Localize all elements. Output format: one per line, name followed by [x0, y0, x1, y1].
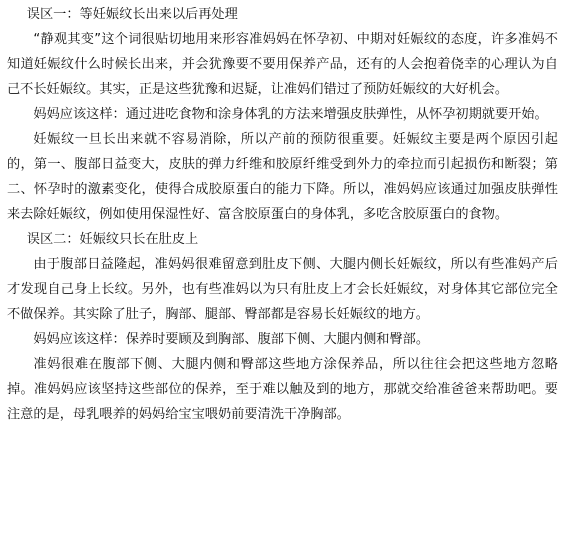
paragraph-myth-1-description: “静观其变”这个词很贴切地用来形容准妈妈在怀孕初、中期对妊娠纹的态度，许多准妈不知道妊娠纹什么时候长出来，并会犹豫要不要用保养产品，还有的人会抱着侥幸的心理认为自己不长妊娠纹。其实，正是这些犹豫和迟疑，让准妈们错过了预防妊娠纹的大好机会。 [7, 32, 558, 97]
paragraph-myth-2-advice: 妈妈应该这样：保养时要顾及到胸部、腹部下侧、大腿内侧和臀部。 [33, 332, 430, 347]
paragraph-myth-1-advice: 妈妈应该这样：通过进吃食物和涂身体乳的方法来增强皮肤弹性，从怀孕初期就要开始。 [33, 107, 548, 122]
section-heading-myth-1: 误区一：等妊娠纹长出来以后再处理 [26, 7, 238, 22]
section-heading-myth-2: 误区二：妊娠纹只长在肚皮上 [26, 232, 199, 247]
paragraph-myth-1-explanation: 妊娠纹一旦长出来就不容易消除，所以产前的预防很重要。妊娠纹主要是两个原因引起的，第一、腹部日益变大，皮肤的弹力纤维和胶原纤维受到外力的牵拉而引起损伤和断裂；第二、怀孕时的激素变化，使得合成胶原蛋白的能力下降。所以，准妈妈应该通过加强皮肤弹性来去除妊娠纹，例如使用保湿性好、富含胶原蛋白的身体乳，多吃含胶原蛋白的食物。 [7, 132, 558, 222]
paragraph-myth-2-explanation: 准妈很难在腹部下侧、大腿内侧和臀部这些地方涂保养品，所以往往会把这些地方忽略掉。准妈妈应该坚持这些部位的保养，至于难以触及到的地方，那就交给准爸爸来帮助吧。要注意的是，母乳喂养的妈妈给宝宝喂奶前要清洗干净胸部。 [7, 357, 558, 422]
paragraph-myth-2-description: 由于腹部日益隆起，准妈妈很难留意到肚皮下侧、大腿内侧长妊娠纹，所以有些准妈产后才发现自己身上长纹。另外，也有些准妈以为只有肚皮上才会长妊娠纹，对身体其它部位完全不做保养。其实除了肚子，胸部、腿部、臀部都是容易长妊娠纹的地方。 [7, 257, 558, 322]
